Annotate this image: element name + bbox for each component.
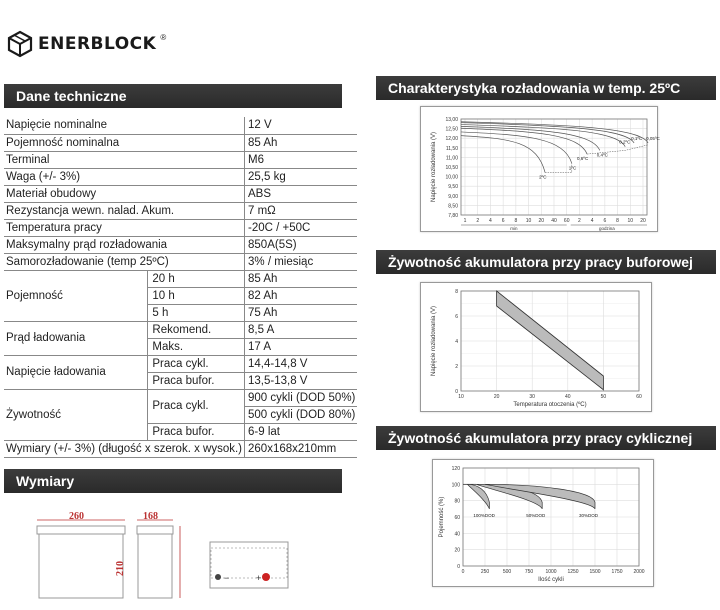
y-axis-label: Pojemność (%): [439, 496, 445, 538]
spec-value: 85 Ah: [245, 134, 358, 151]
x-tick-label: 30: [529, 394, 535, 400]
spec-value: 500 cykli (DOD 80%): [245, 406, 358, 423]
spec-table: [4, 117, 357, 458]
discharge-curve: [461, 128, 587, 154]
x-tick-label: 2: [476, 218, 480, 224]
y-tick-label: 0: [457, 564, 460, 570]
life-band: [497, 291, 604, 390]
x-tick-label: 20: [493, 394, 500, 400]
cutoff-line: [545, 163, 572, 172]
x-tick-label: 750: [524, 569, 534, 575]
svg-text:+: +: [256, 573, 262, 583]
spec-value: 13,5-13,8 V: [245, 372, 358, 389]
negative-terminal-icon: [215, 574, 221, 580]
y-tick-label: 60: [454, 515, 460, 521]
y-tick-label: 10,50: [445, 165, 458, 171]
x-tick-label: 40: [565, 394, 571, 400]
x-tick-label: 0: [461, 569, 465, 575]
spec-label: Pojemność nominalna: [4, 134, 245, 151]
length-label: 260: [69, 511, 84, 522]
table-row: [4, 321, 357, 338]
spec-value: 82 Ah: [245, 287, 358, 304]
x-axis-label: Temperatura otoczenia (ºC): [513, 402, 587, 408]
table-row: [4, 185, 357, 202]
x-group-label: godzina: [598, 226, 615, 231]
top-view: [210, 542, 288, 588]
x-group-label: min: [510, 226, 518, 231]
discharge-header: Charakterystyka rozładowania w temp. 25ºC: [376, 76, 716, 100]
x-tick-label: 8: [616, 218, 619, 224]
curve-label: 0,6ºC: [577, 156, 589, 162]
dimension-drawing: [25, 508, 325, 603]
width-label: 168: [143, 511, 158, 522]
y-tick-label: 4: [455, 339, 458, 345]
y-tick-label: 9,00: [448, 193, 458, 200]
x-tick-label: 10: [525, 218, 532, 224]
x-tick-label: 10: [458, 394, 464, 400]
table-row: [4, 236, 357, 253]
x-tick-label: 1500: [589, 569, 601, 575]
spec-sublabel: Praca bufor.: [148, 423, 245, 440]
y-tick-label: 11,50: [445, 145, 458, 152]
spec-sublabel: 10 h: [148, 287, 245, 304]
float-life-chart: [420, 282, 652, 412]
x-tick-label: 20: [640, 218, 646, 224]
spec-label: Prąd ładowania: [4, 321, 148, 355]
curve-label: 50%DOD: [526, 512, 546, 518]
spec-label: Samorozładowanie (temp 25ºC): [4, 253, 245, 270]
x-tick-label: 4: [489, 218, 492, 224]
y-axis-label: Napięcie rozładowania (V): [431, 305, 437, 377]
x-tick-label: 50: [600, 394, 607, 400]
x-tick-label: 250: [480, 569, 490, 575]
spec-label: Terminal: [4, 151, 245, 168]
height-label: 210: [115, 561, 126, 576]
spec-label: Temperatura pracy: [4, 219, 245, 236]
spec-value: ABS: [245, 185, 358, 202]
spec-label: Rezystancja wewn. nalad. Akum.: [4, 202, 245, 219]
x-tick-label: 6: [501, 218, 505, 224]
x-tick-label: 500: [502, 569, 512, 575]
curve-label: 0,2ºC: [619, 139, 631, 145]
spec-value: 850A(5S): [245, 236, 358, 253]
y-tick-label: 8: [455, 289, 458, 295]
table-row: [4, 168, 357, 185]
x-tick-label: 1: [463, 218, 467, 224]
front-view: [37, 511, 125, 598]
spec-sublabel: 20 h: [148, 270, 245, 287]
y-tick-label: 80: [454, 498, 460, 505]
y-tick-label: 120: [451, 466, 460, 472]
table-row: [4, 253, 357, 270]
y-tick-label: 7,80: [448, 213, 458, 219]
dimensions-header: Wymiary: [4, 469, 342, 493]
spec-value: 75 Ah: [245, 304, 358, 321]
y-tick-label: 10,00: [445, 174, 458, 181]
spec-sublabel: Praca cykl.: [148, 355, 245, 372]
x-tick-label: 10: [627, 218, 634, 224]
y-tick-label: 2: [455, 364, 458, 370]
spec-sublabel: Maks.: [148, 338, 245, 355]
spec-value: 7 mΩ: [245, 202, 358, 219]
x-tick-label: 6: [603, 218, 607, 224]
spec-label: Napięcie nominalne: [4, 117, 245, 134]
spec-value: 6-9 lat: [245, 423, 358, 440]
y-tick-label: 0: [455, 389, 458, 395]
table-row: [4, 117, 357, 134]
spec-value: 12 V: [245, 117, 358, 134]
spec-value: 14,4-14,8 V: [245, 355, 358, 372]
spec-sublabel: Praca bufor.: [148, 372, 245, 389]
registered-mark: ®: [160, 32, 167, 42]
table-row: [4, 202, 357, 219]
side-view: [115, 511, 180, 598]
float-life-header: Żywotność akumulatora przy pracy buforowej: [376, 250, 716, 274]
spec-value: 3% / miesiąc: [245, 253, 358, 270]
y-axis-label: Napięcie rozładowania (V): [431, 131, 437, 203]
y-tick-label: 20: [454, 547, 460, 554]
spec-value: 900 cykli (DOD 50%): [245, 389, 358, 406]
tech-data-header: Dane techniczne: [4, 84, 342, 108]
table-row: [4, 355, 357, 372]
spec-sublabel: Praca cykl.: [148, 389, 245, 423]
x-tick-label: 4: [590, 218, 594, 224]
spec-value: 260x168x210mm: [245, 440, 358, 457]
spec-label: Żywotność: [4, 389, 148, 440]
spec-label: Napięcie ładowania: [4, 355, 148, 389]
spec-sublabel: Rekomend.: [148, 321, 245, 338]
y-tick-label: 13,00: [445, 117, 458, 123]
spec-value: 25,5 kg: [245, 168, 358, 185]
spec-value: 17 A: [245, 338, 358, 355]
float-life-chart-svg: [421, 283, 651, 411]
x-axis-label: Ilość cykli: [538, 577, 564, 583]
x-tick-label: 1250: [567, 569, 579, 575]
y-tick-label: 11,00: [445, 155, 458, 162]
y-tick-label: 6: [455, 314, 458, 320]
y-tick-label: 9,50: [448, 184, 458, 191]
x-tick-label: 8: [514, 218, 518, 224]
cycle-life-header: Żywotność akumulatora przy pracy cyklicznej: [376, 426, 716, 450]
spec-label: Pojemność: [4, 270, 148, 321]
x-tick-label: 1750: [611, 569, 623, 575]
svg-text:−: −: [224, 573, 230, 583]
cycle-life-chart-svg: [433, 460, 653, 586]
x-tick-label: 2: [578, 218, 581, 224]
x-tick-label: 40: [551, 218, 557, 224]
y-tick-label: 12,00: [445, 136, 458, 143]
table-row: [4, 270, 357, 287]
x-tick-label: 1000: [545, 569, 557, 575]
spec-label: Waga (+/- 3%): [4, 168, 245, 185]
x-tick-label: 2000: [633, 569, 645, 575]
discharge-chart: [420, 106, 658, 232]
spec-label: Wymiary (+/- 3%) (długość x szerok. x wysok.): [4, 440, 245, 457]
spec-value: M6: [245, 151, 358, 168]
spec-label: Materiał obudowy: [4, 185, 245, 202]
cycle-band: [467, 484, 489, 509]
curve-label: 2ºC: [539, 174, 547, 180]
cube-logo-icon: [6, 30, 34, 58]
spec-value: 8,5 A: [245, 321, 358, 338]
x-tick-label: 60: [636, 394, 642, 400]
curve-label: 1ºC: [568, 165, 577, 171]
spec-label: Maksymalny prąd rozładowania: [4, 236, 245, 253]
curve-label: 0,05ºC: [646, 136, 660, 141]
brand-name: ENERBLOCK: [38, 34, 157, 54]
table-row: [4, 440, 357, 457]
x-tick-label: 60: [563, 218, 570, 224]
x-tick-label: 20: [538, 218, 545, 224]
spec-value: 85 Ah: [245, 270, 358, 287]
table-row: [4, 219, 357, 236]
table-row: [4, 134, 357, 151]
spec-value: -20C / +50C: [245, 219, 358, 236]
curve-label: 30%DOD: [579, 512, 599, 518]
discharge-curve: [461, 125, 625, 147]
y-tick-label: 12,50: [445, 126, 458, 133]
curve-label: 0,1ºC: [631, 136, 643, 141]
curve-label: 0,4ºC: [596, 152, 608, 158]
y-tick-label: 40: [454, 531, 460, 538]
table-row: [4, 389, 357, 406]
positive-terminal-icon: [262, 573, 270, 581]
cycle-life-chart: [432, 459, 654, 587]
y-tick-label: 100: [451, 482, 460, 489]
brand-logo: [6, 30, 166, 58]
curve-label: 100%DOD: [473, 512, 495, 518]
spec-sublabel: 5 h: [148, 304, 245, 321]
discharge-chart-svg: [421, 107, 660, 231]
y-tick-label: 8,50: [448, 203, 458, 210]
table-row: [4, 151, 357, 168]
